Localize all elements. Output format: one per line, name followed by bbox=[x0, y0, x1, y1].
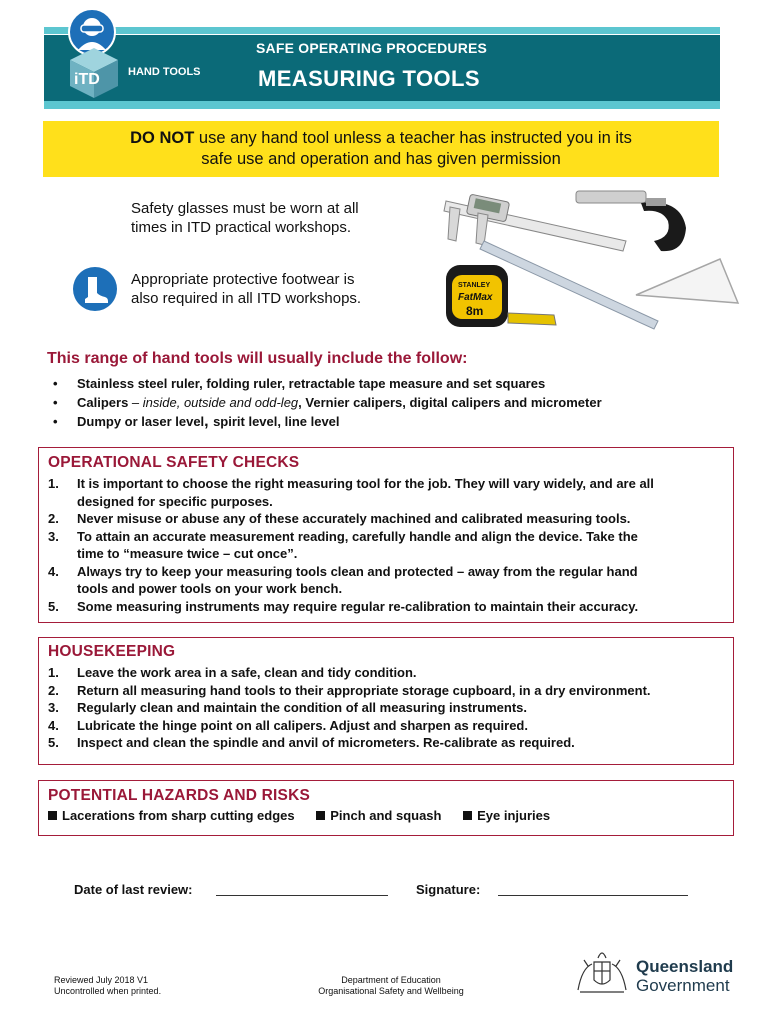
brand-line1: Queensland bbox=[636, 957, 734, 976]
svg-text:STANLEY: STANLEY bbox=[458, 282, 491, 289]
operational-list bbox=[48, 475, 728, 615]
square-bullet-icon bbox=[316, 811, 325, 820]
range-title: This range of hand tools will usually include the follow: bbox=[47, 350, 468, 367]
ppe-glasses-text bbox=[131, 199, 359, 237]
footer-reviewed: Reviewed July 2018 V1 bbox=[54, 975, 149, 985]
hazard-item: Lacerations from sharp cutting edges bbox=[48, 808, 295, 823]
ppe-glasses-line1: Safety glasses must be worn at all bbox=[131, 200, 359, 217]
footer-version bbox=[54, 975, 161, 997]
warning-banner bbox=[43, 121, 719, 177]
warning-bold: DO NOT bbox=[130, 129, 195, 147]
ppe-footwear-line2: also required in all ITD workshops. bbox=[131, 290, 362, 307]
list-item: 5. Some measuring instruments may require regular re-calibration to maintain their accuracy. bbox=[48, 598, 639, 614]
ppe-glasses-line2: times in ITD practical workshops. bbox=[131, 219, 352, 236]
header-procedure: SAFE OPERATING PROCEDURES bbox=[256, 40, 488, 56]
page-title: MEASURING TOOLS bbox=[258, 66, 480, 91]
square-bullet-icon bbox=[463, 811, 472, 820]
footer-dept: Department of Education bbox=[341, 975, 441, 985]
housekeeping-title: HOUSEKEEPING bbox=[48, 643, 176, 660]
list-item: 4. Always try to keep your measuring tools clean and protected – away from the regular hand tools and power tools on your work bench. bbox=[48, 563, 638, 596]
hazard-item: Pinch and squash bbox=[316, 808, 441, 823]
queensland-crest-icon bbox=[572, 946, 632, 1000]
svg-text:FatMax: FatMax bbox=[458, 292, 493, 303]
header-top-stripe bbox=[44, 27, 720, 34]
operational-title: OPERATIONAL SAFETY CHECKS bbox=[48, 454, 300, 471]
signature-line[interactable] bbox=[498, 894, 688, 896]
ppe-footwear-line1: Appropriate protective footwear is bbox=[131, 271, 355, 288]
housekeeping-list bbox=[48, 664, 728, 752]
list-item: • Dumpy or laser level, spirit level, line level bbox=[53, 413, 340, 430]
review-date-line[interactable] bbox=[216, 894, 388, 896]
svg-text:8m: 8m bbox=[466, 304, 484, 318]
list-item: 5. Inspect and clean the spindle and anvil of micrometers. Re-calibrate as required. bbox=[48, 735, 575, 750]
tool-range-list bbox=[49, 374, 729, 431]
svg-text:iTD: iTD bbox=[74, 71, 100, 88]
hazard-item: Eye injuries bbox=[463, 808, 550, 823]
header-category: HAND TOOLS bbox=[128, 66, 201, 78]
list-item: 2. Return all measuring hand tools to their appropriate storage cupboard, in a dry environment. bbox=[48, 682, 651, 698]
hazards-list bbox=[48, 808, 568, 823]
list-item: 1. Leave the work area in a safe, clean and tidy condition. bbox=[48, 665, 417, 680]
itd-logo bbox=[66, 46, 122, 100]
hazards-title: POTENTIAL HAZARDS AND RISKS bbox=[48, 787, 311, 804]
warning-line1: use any hand tool unless a teacher has instructed you in its bbox=[194, 129, 632, 147]
footer-uncontrolled: Uncontrolled when printed. bbox=[54, 986, 162, 996]
ppe-footwear-text bbox=[131, 270, 361, 308]
list-item: 1. It is important to choose the right measuring tool for the job. They will vary widely, and are all designed for specific purposes. bbox=[48, 476, 654, 509]
list-item: 2. Never misuse or abuse any of these accurately machined and calibrated measuring tools. bbox=[48, 511, 631, 526]
warning-line2: safe use and operation and has given permission bbox=[201, 150, 561, 168]
measuring-tools-photo bbox=[436, 183, 742, 343]
list-item: 3. To attain an accurate measurement reading, carefully handle and align the device. Take the time to “measure twice – cut once”. bbox=[48, 528, 638, 561]
queensland-government-logo bbox=[636, 957, 733, 995]
brand-line2: Government bbox=[636, 976, 730, 995]
footer-unit: Organisational Safety and Wellbeing bbox=[318, 986, 464, 996]
review-date-label: Date of last review: bbox=[74, 882, 193, 897]
list-item: • Calipers – inside, outside and odd-leg, Vernier calipers, digital calipers and micrometer bbox=[53, 395, 602, 410]
footer-department bbox=[308, 975, 474, 997]
header-bottom-stripe bbox=[44, 101, 720, 109]
list-item: 3. Regularly clean and maintain the condition of all measuring instruments. bbox=[48, 700, 528, 715]
square-bullet-icon bbox=[48, 811, 57, 820]
list-item: • Stainless steel ruler, folding ruler, retractable tape measure and set squares bbox=[53, 376, 546, 391]
list-item: 4. Lubricate the hinge point on all calipers. Adjust and sharpen as required. bbox=[48, 717, 528, 733]
signature-label: Signature: bbox=[416, 882, 481, 897]
safety-boot-icon bbox=[73, 267, 117, 311]
